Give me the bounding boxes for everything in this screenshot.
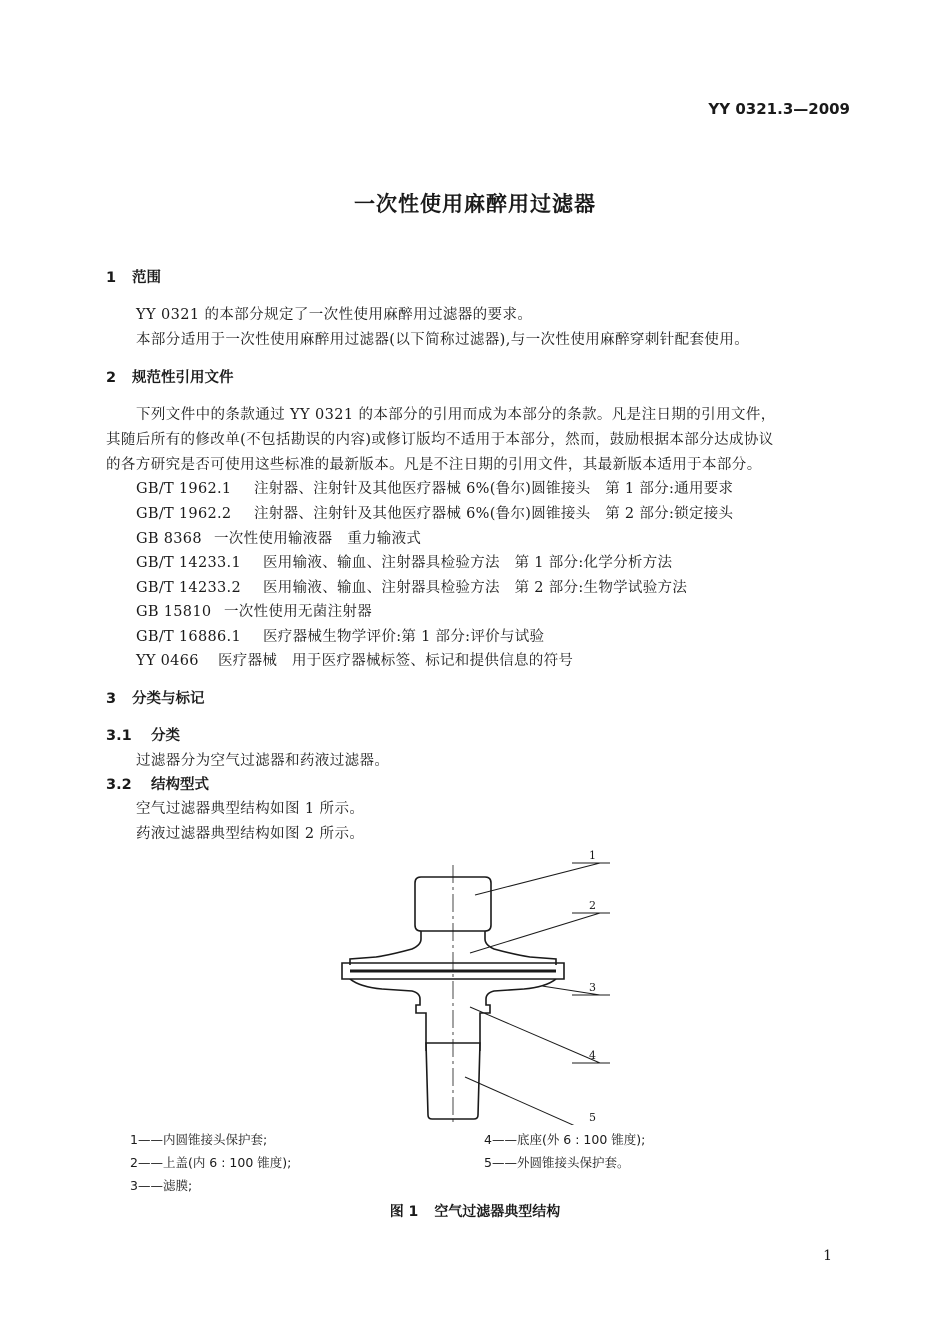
legend-item: 3——滤膜; <box>130 1178 193 1193</box>
reference-item <box>136 600 372 621</box>
section-number: 1 <box>106 270 117 286</box>
subsection-3-2-heading <box>106 773 209 794</box>
paragraph: YY 0321 的本部分规定了一次性使用麻醉用过滤器的要求。 <box>136 307 533 323</box>
air-filter-diagram <box>320 845 620 1125</box>
reference-title: 一次性使用输液器 重力输液式 <box>214 531 422 547</box>
reference-item <box>136 625 544 646</box>
section-number: 3 <box>106 691 117 707</box>
paragraph: 本部分适用于一次性使用麻醉用过滤器(以下简称过滤器),与一次性使用麻醉穿刺针配套使用。 <box>136 332 750 348</box>
reference-title: 注射器、注射针及其他医疗器械 6%(鲁尔)圆锥接头 第 1 部分:通用要求 <box>254 481 734 497</box>
reference-item <box>136 502 733 523</box>
subsection-3-1-heading <box>106 724 180 745</box>
reference-code: GB/T 1962.1 <box>136 481 232 497</box>
reference-item <box>136 551 672 572</box>
leader-line <box>470 1007 600 1063</box>
legend-item: 4——底座(外 6 : 100 锥度); <box>484 1132 646 1147</box>
reference-code: GB 8368 <box>136 531 202 547</box>
section-1-heading <box>106 266 161 287</box>
subsection-title: 结构型式 <box>151 777 209 793</box>
legend-item: 5——外圆锥接头保护套。 <box>484 1155 630 1170</box>
section-number: 2 <box>106 370 117 386</box>
paragraph: 空气过滤器典型结构如图 1 所示。 <box>136 801 365 817</box>
legend-item: 2——上盖(内 6 : 100 锥度); <box>130 1155 292 1170</box>
subsection-number: 3.2 <box>106 777 132 793</box>
section-title: 规范性引用文件 <box>132 370 234 386</box>
leader-line <box>475 863 600 895</box>
callout-1: 1 <box>589 849 596 862</box>
legend-item: 1——内圆锥接头保护套; <box>130 1132 268 1147</box>
subsection-title: 分类 <box>151 728 180 744</box>
reference-item <box>136 576 687 597</box>
reference-code: GB/T 1962.2 <box>136 506 232 522</box>
reference-item <box>136 649 573 670</box>
reference-code: GB 15810 <box>136 604 212 620</box>
reference-title: 一次性使用无菌注射器 <box>224 604 372 620</box>
paragraph-line: 下列文件中的条款通过 YY 0321 的本部分的引用而成为本部分的条款。凡是注日期的引用文件， <box>136 407 776 423</box>
document-title: 一次性使用麻醉用过滤器 <box>354 192 596 216</box>
section-title: 范围 <box>132 270 161 286</box>
figure-number: 图 1 <box>389 1204 419 1220</box>
page-number: 1 <box>823 1248 832 1264</box>
section-2-heading <box>106 366 234 387</box>
reference-title: 医疗器械 用于医疗器械标签、标记和提供信息的符号 <box>218 653 574 669</box>
callout-3: 3 <box>589 981 596 994</box>
section-title: 分类与标记 <box>132 691 205 707</box>
callout-4: 4 <box>589 1049 596 1062</box>
figure-title: 空气过滤器典型结构 <box>434 1204 561 1220</box>
subsection-number: 3.1 <box>106 728 132 744</box>
reference-code: YY 0466 <box>136 653 199 669</box>
callout-2: 2 <box>589 899 596 912</box>
reference-title: 医用输液、输血、注射器具检验方法 第 2 部分:生物学试验方法 <box>263 580 688 596</box>
reference-title: 注射器、注射针及其他医疗器械 6%(鲁尔)圆锥接头 第 2 部分:锁定接头 <box>254 506 734 522</box>
reference-title: 医疗器械生物学评价:第 1 部分:评价与试验 <box>263 629 545 645</box>
figure-caption <box>0 1201 950 1221</box>
reference-title: 医用输液、输血、注射器具检验方法 第 1 部分:化学分析方法 <box>263 555 673 571</box>
reference-item <box>136 477 733 498</box>
reference-code: GB/T 14233.2 <box>136 580 241 596</box>
leader-line <box>465 1077 600 1125</box>
reference-code: GB/T 16886.1 <box>136 629 241 645</box>
paragraph: 过滤器分为空气过滤器和药液过滤器。 <box>136 753 390 769</box>
reference-code: GB/T 14233.1 <box>136 555 241 571</box>
leader-line <box>470 913 600 953</box>
paragraph-line: 其随后所有的修改单(不包括勘误的内容)或修订版均不适用于本部分，然而，鼓励根据本部分达成协议 <box>106 432 774 448</box>
paragraph-line: 的各方研究是否可使用这些标准的最新版本。凡是不注日期的引用文件，其最新版本适用于本部分。 <box>106 457 762 473</box>
paragraph: 药液过滤器典型结构如图 2 所示。 <box>136 826 365 842</box>
standard-code: YY 0321.3—2009 <box>708 100 850 118</box>
reference-item <box>136 527 421 548</box>
section-3-heading <box>106 687 205 708</box>
callout-5: 5 <box>589 1111 596 1124</box>
